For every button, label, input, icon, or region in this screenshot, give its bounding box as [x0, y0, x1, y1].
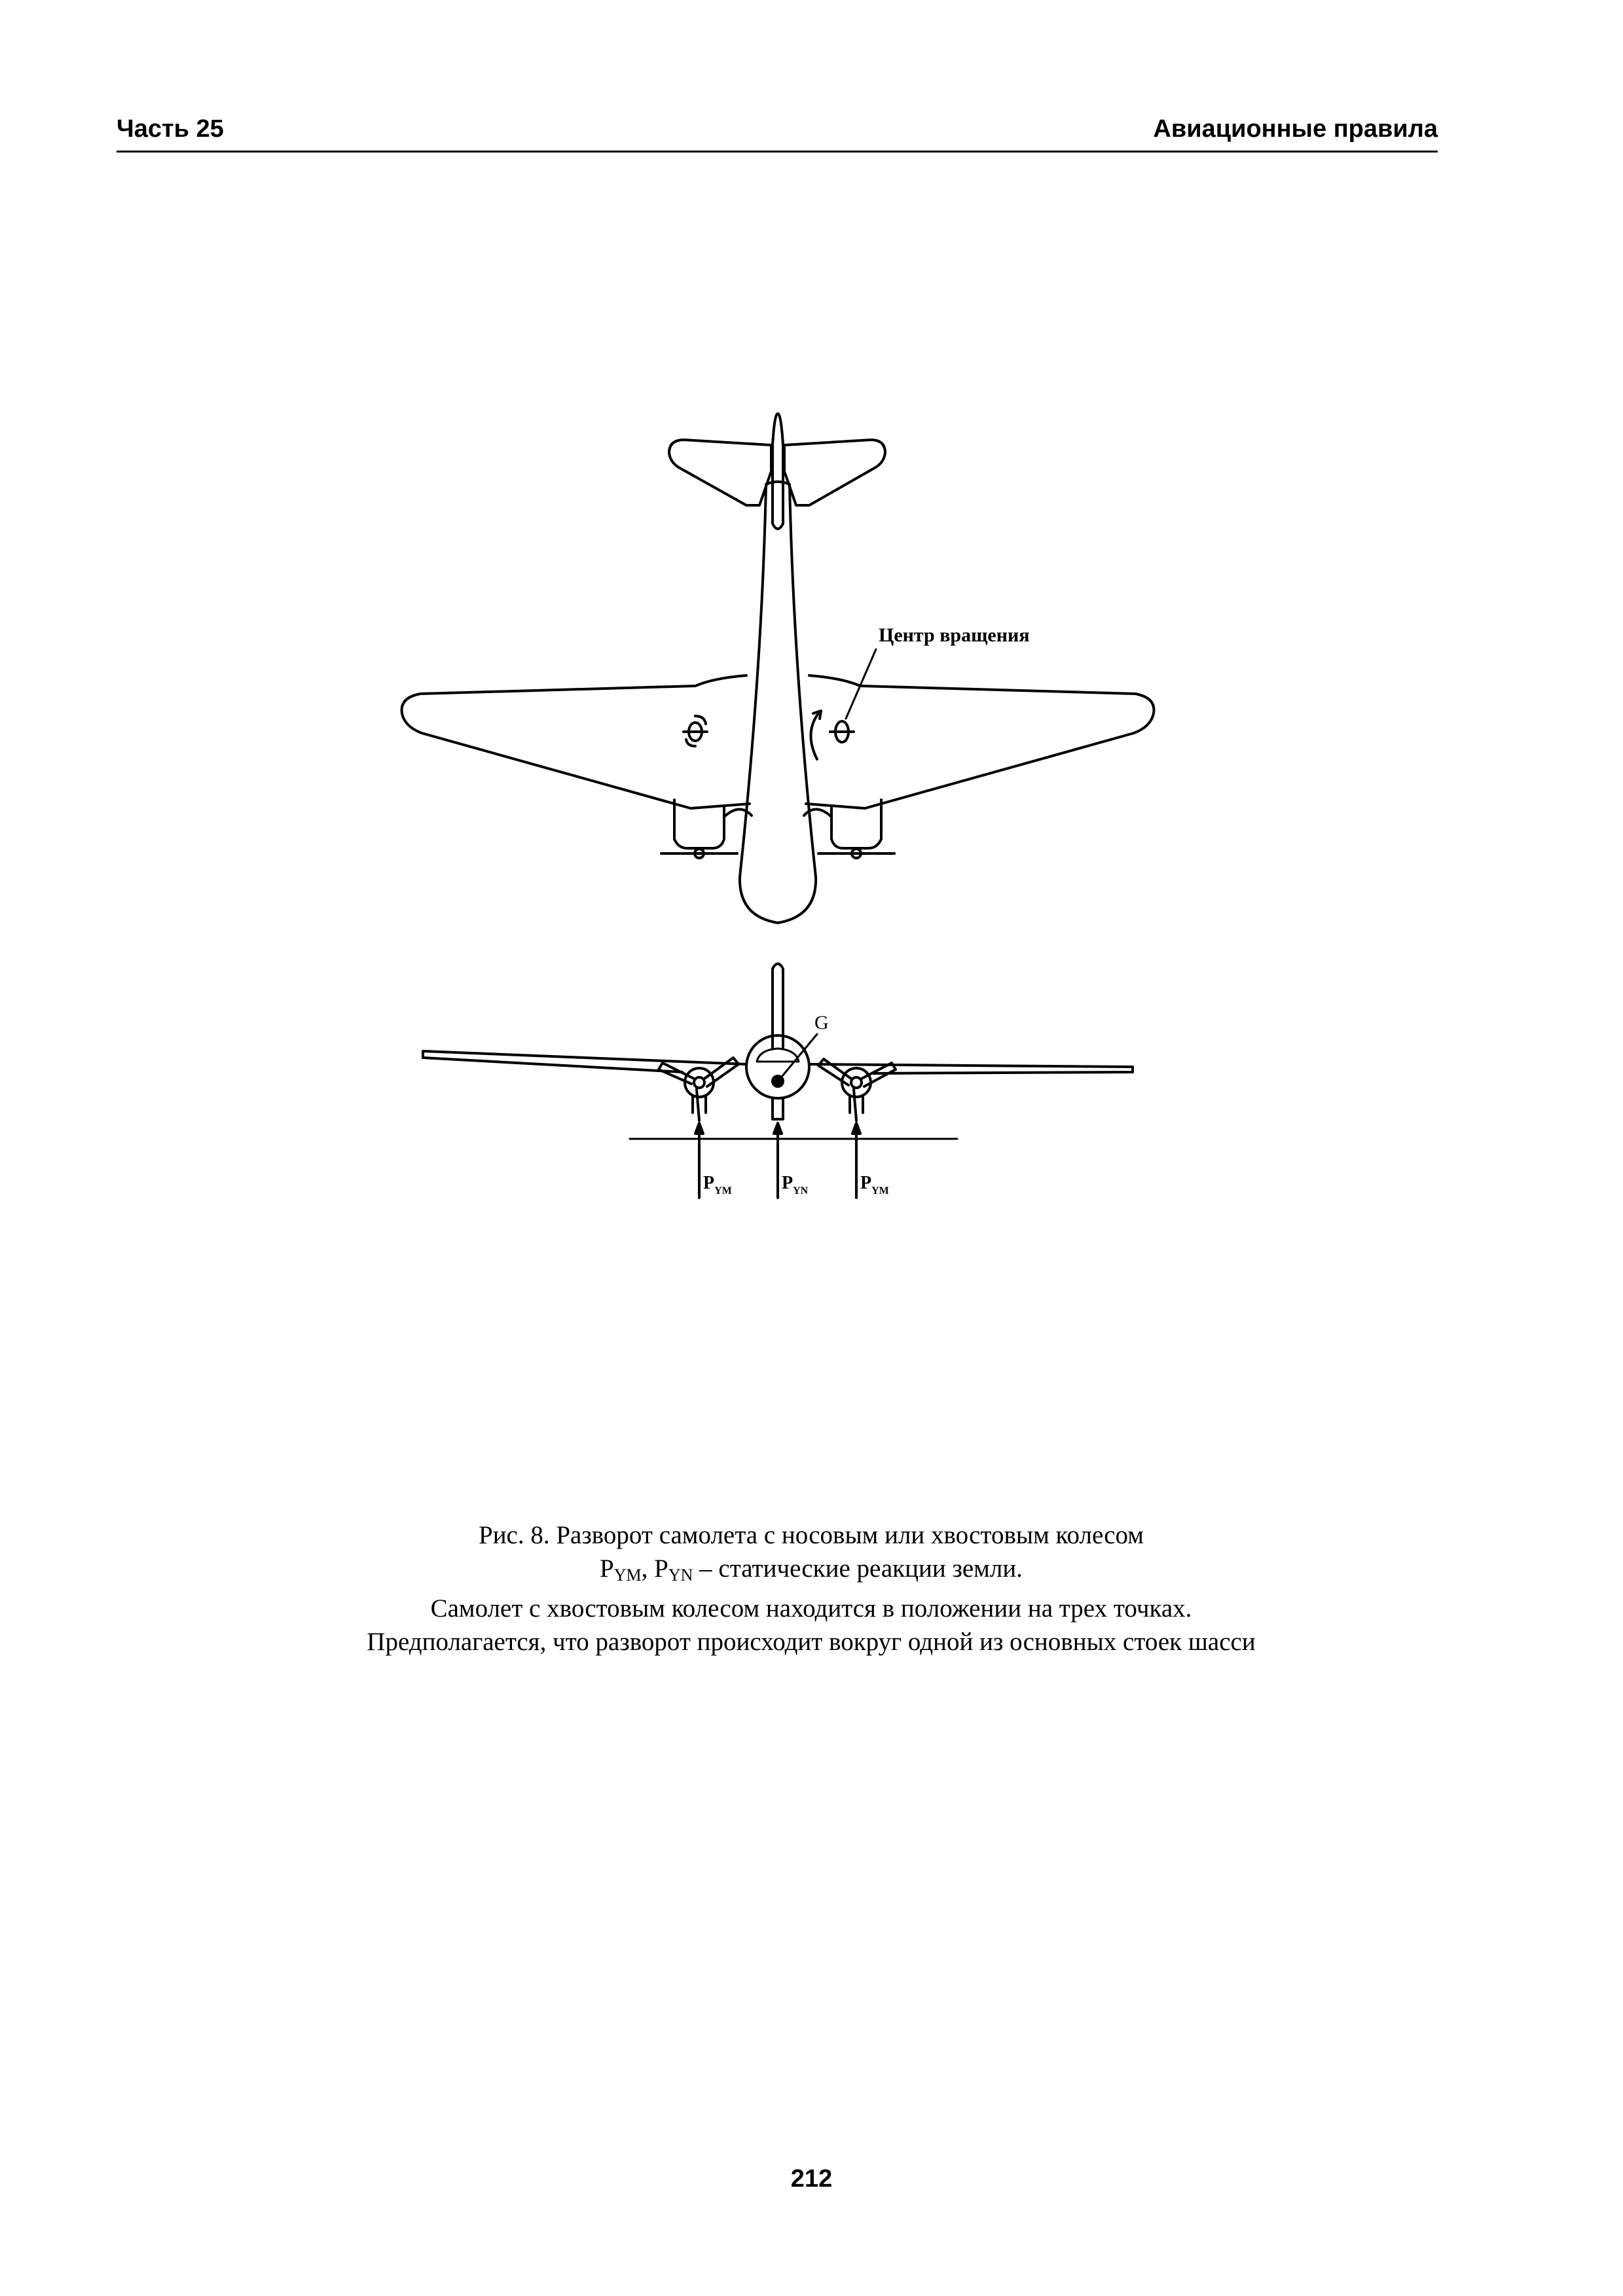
reaction-arrow-right	[852, 1123, 860, 1198]
svg-text:PYM	[703, 1173, 732, 1196]
cg-leader	[779, 1034, 817, 1080]
caption-line-4: Предполагается, что разворот происходит вокруг одной из основных стоек шасси	[367, 1628, 1256, 1656]
page-number: 212	[790, 2165, 833, 2193]
right-wheel-rotation-center	[811, 711, 854, 759]
svg-text:PYN	[782, 1173, 809, 1196]
reaction-right-main: P	[860, 1173, 872, 1193]
front-right-engine	[818, 1059, 896, 1121]
nose-gear	[773, 1098, 783, 1119]
reaction-arrow-center	[774, 1123, 782, 1198]
reaction-left-main: P	[703, 1173, 715, 1193]
reaction-left-sub: YM	[714, 1185, 732, 1196]
rotation-center-label: Центр вращения	[879, 624, 1030, 646]
fuselage	[740, 482, 816, 923]
cockpit-window	[757, 1049, 799, 1062]
vertical-fin	[773, 414, 783, 529]
left-wheel-rotation-symbol	[684, 716, 707, 746]
cg-label: G	[814, 1012, 829, 1033]
figure-caption	[196, 1518, 1426, 1659]
front-left-engine	[659, 1058, 739, 1121]
caption-line-1: Рис. 8. Разворот самолета с носовым или хвостовым колесом	[479, 1521, 1144, 1549]
caption-line-3: Самолет с хвостовым колесом находится в положении на трех точках.	[430, 1594, 1192, 1623]
caption-line-2: $P_{YM}$, $P_{YN}$ – статические реакции земли.	[600, 1554, 1023, 1585]
rotation-center-leader	[846, 649, 876, 719]
svg-text:PYM	[860, 1173, 889, 1196]
reaction-right-sub: YM	[871, 1185, 889, 1196]
front-fuselage	[746, 1035, 809, 1098]
rotation-arrow	[811, 713, 818, 759]
aircraft-diagram	[393, 406, 1244, 1230]
reaction-center-sub: YN	[793, 1185, 809, 1196]
reaction-center-main: P	[782, 1173, 793, 1193]
right-wing	[806, 675, 1154, 808]
header-title: Авиационные правила	[1153, 115, 1438, 143]
reaction-arrow-left	[695, 1123, 703, 1198]
left-wing	[402, 675, 750, 808]
figure-aircraft-turn	[393, 406, 1244, 1230]
horizontal-stabilizer	[669, 440, 771, 505]
header-part-label: Часть 25	[117, 115, 224, 143]
page-header	[117, 115, 1438, 152]
